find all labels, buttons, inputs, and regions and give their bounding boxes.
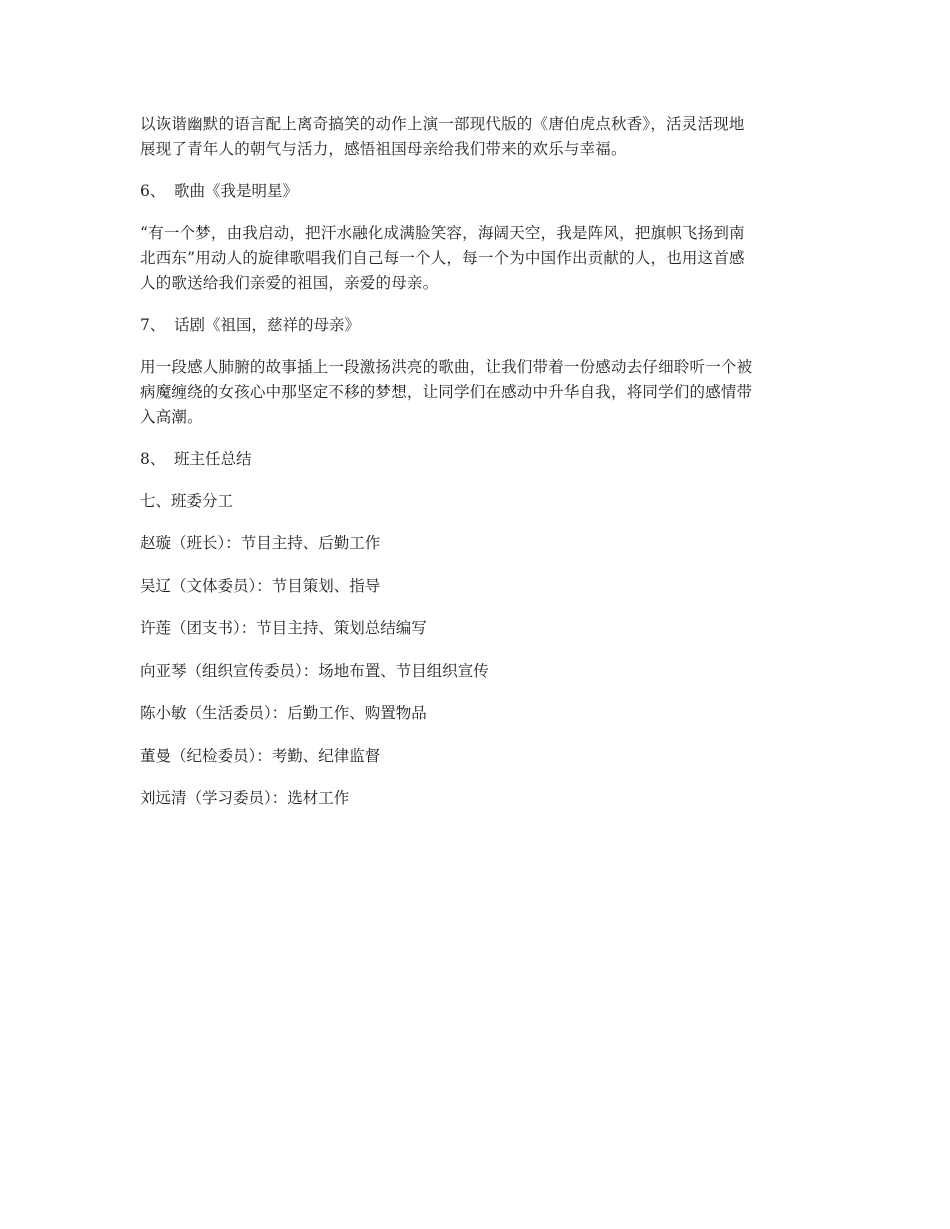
paragraph-line: 展现了青年人的朝气与活力，感悟祖国母亲给我们带来的欢乐与幸福。 xyxy=(140,140,627,158)
paragraph-line: 用一段感人肺腑的故事插上一段激扬洪亮的歌曲，让我们带着一份感动去仔细聆听一个被 xyxy=(140,358,753,376)
paragraph-line: 以诙谐幽默的语言配上离奇搞笑的动作上演一部现代版的《唐伯虎点秋香》，活灵活现地 xyxy=(140,115,745,133)
section-number: 6、 xyxy=(140,182,166,200)
document-page xyxy=(140,112,810,811)
section-committee-heading: 七、班委分工 xyxy=(140,492,234,510)
duty-item: 董曼（纪检委员）：考勤、纪律监督 xyxy=(140,746,381,765)
section-8-heading xyxy=(140,447,810,472)
section-title: 班主任总结 xyxy=(174,450,252,468)
section-7-heading xyxy=(140,313,810,338)
paragraph-line: 北西东”用动人的旋律歌唱我们自己每一个人，每一个为中国作出贡献的人，也用这首感 xyxy=(140,249,745,267)
paragraph-skit-description xyxy=(140,112,810,162)
section-number: 7、 xyxy=(140,316,166,334)
section-title: 歌曲《我是明星》 xyxy=(174,182,299,200)
paragraph-song-description xyxy=(140,221,810,296)
section-6-heading xyxy=(140,179,810,204)
paragraph-line: 病魔缠绕的女孩心中那坚定不移的梦想，让同学们在感动中升华自我，将同学们的感情带 xyxy=(140,383,753,401)
duty-item: 向亚琴（组织宣传委员）：场地布置、节目组织宣传 xyxy=(140,661,489,680)
duty-item: 吴辽（文体委员）：节目策划、指导 xyxy=(140,576,381,595)
paragraph-line: 入高潮。 xyxy=(140,408,203,426)
paragraph-drama-description xyxy=(140,355,810,430)
paragraph-line: 人的歌送给我们亲爱的祖国，亲爱的母亲。 xyxy=(140,274,439,292)
paragraph-line: “有一个梦，由我启动，把汗水融化成满脸笑容，海阔天空，我是阵风，把旗帜飞扬到南 xyxy=(140,224,745,242)
duty-item: 陈小敏（生活委员）：后勤工作、购置物品 xyxy=(140,704,427,722)
section-number: 8、 xyxy=(140,450,166,468)
duty-item: 赵璇（班长）：节目主持、后勤工作 xyxy=(140,534,381,552)
duty-item: 刘远清（学习委员）：选材工作 xyxy=(140,789,350,807)
duty-item: 许莲（团支书）：节目主持、策划总结编写 xyxy=(140,619,427,637)
section-title: 话剧《祖国，慈祥的母亲》 xyxy=(174,316,361,334)
